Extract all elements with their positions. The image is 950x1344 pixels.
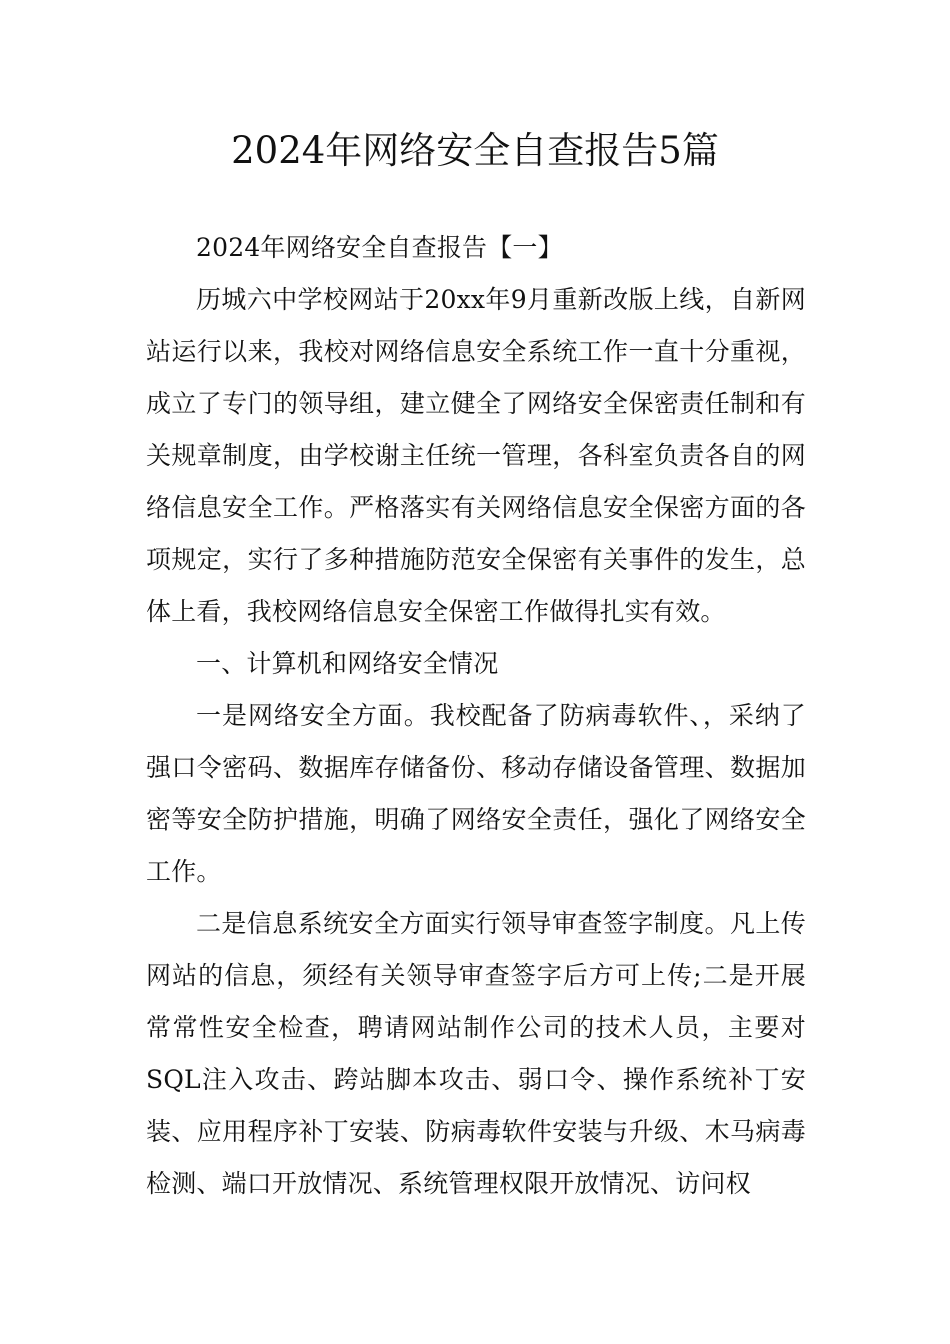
section-heading-part-one: 2024年网络安全自查报告【一】	[196, 233, 563, 262]
body-paragraph-network-security: 一是网络安全方面。我校配备了防病毒软件、，采纳了强口令密码、数据库存储备份、移动存储设备管理、数据加密等安全防护措施，明确了网络安全责任，强化了网络安全工作。	[146, 701, 806, 886]
section-heading-computer-network-security: 一、计算机和网络安全情况	[196, 649, 499, 678]
document-title: 2024年网络安全自查报告5篇	[231, 129, 719, 172]
body-paragraph-information-system-security: 二是信息系统安全方面实行领导审查签字制度。凡上传网站的信息，须经有关领导审查签字后方可上传;二是开展常常性安全检查，聘请网站制作公司的技术人员，主要对SQL注入攻击、跨站脚本攻击、弱口令、操作系统补丁安装、应用程序补丁安装、防病毒软件安装与升级、木马病毒检测、端口开放情况、系统管理权限开放情况、访问权	[146, 909, 806, 1198]
document-body	[146, 222, 806, 1210]
body-paragraph-intro: 历城六中学校网站于20xx年9月重新改版上线，自新网站运行以来，我校对网络信息安全系统工作一直十分重视，成立了专门的领导组，建立健全了网络安全保密责任制和有关规章制度，由学校谢主任统一管理，各科室负责各自的网络信息安全工作。严格落实有关网络信息安全保密方面的各项规定，实行了多种措施防范安全保密有关事件的发生，总体上看，我校网络信息安全保密工作做得扎实有效。	[146, 285, 806, 626]
